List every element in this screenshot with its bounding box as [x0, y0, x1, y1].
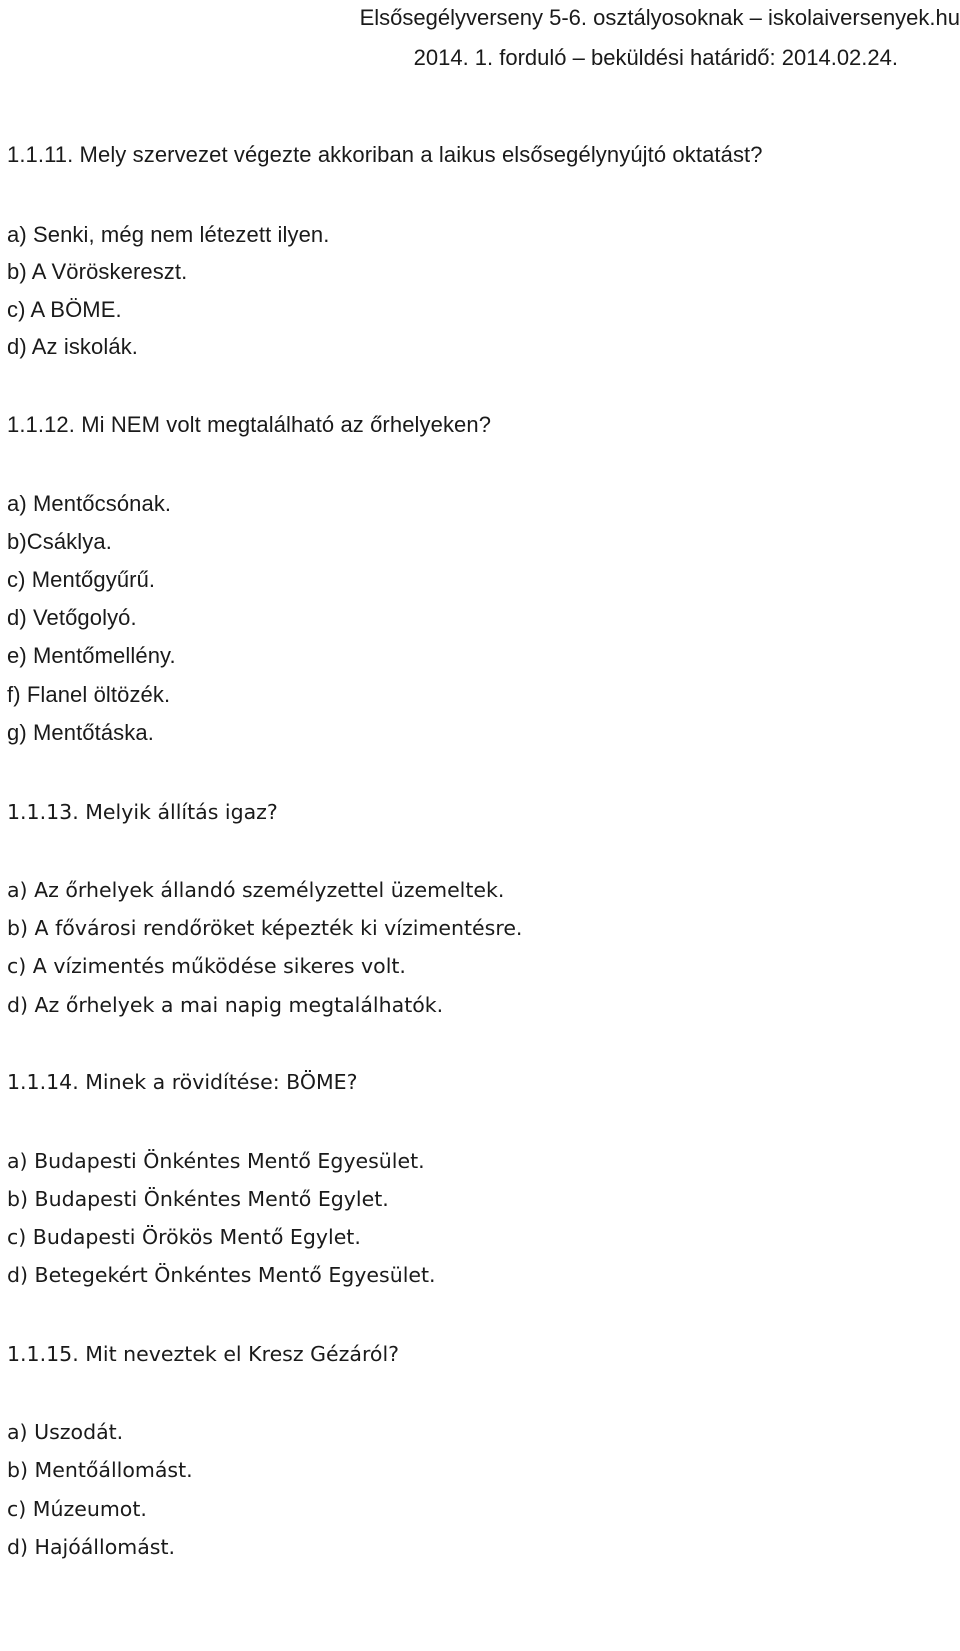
answer-option: b) A Vöröskereszt. [7, 259, 188, 284]
answer-option: c) Mentőgyűrű. [7, 567, 156, 592]
answer-option: a) Budapesti Önkéntes Mentő Egyesület. [7, 1149, 425, 1173]
question-title: 1.1.11. Mely szervezet végezte akkoriban a laikus elsősegélynyújtó oktatást? [7, 142, 763, 167]
answer-option: d) Betegekért Önkéntes Mentő Egyesület. [7, 1263, 436, 1287]
answer-option: a) Senki, még nem létezett ilyen. [7, 222, 330, 247]
answer-option: a) Uszodát. [7, 1420, 124, 1444]
answer-option: d) Az őrhelyek a mai napig megtalálhatók. [7, 993, 444, 1017]
answer-option: c) A vízimentés működése sikeres volt. [7, 954, 406, 978]
answer-option: f) Flanel öltözék. [7, 682, 171, 707]
question-title: 1.1.13. Melyik állítás igaz? [7, 800, 278, 824]
question-title: 1.1.12. Mi NEM volt megtalálható az őrhelyeken? [7, 412, 492, 437]
answer-option: c) Budapesti Örökös Mentő Egylet. [7, 1225, 361, 1249]
answer-option: b) Budapesti Önkéntes Mentő Egylet. [7, 1187, 389, 1211]
question-title: 1.1.14. Minek a rövidítése: BÖME? [7, 1070, 358, 1094]
answer-option: a) Mentőcsónak. [7, 491, 172, 516]
answer-option: g) Mentőtáska. [7, 720, 154, 745]
answer-option: d) Vetőgolyó. [7, 605, 137, 630]
header-title: Elsősegélyverseny 5-6. osztályosoknak – iskolaiversenyek.hu [359, 5, 960, 30]
answer-option: c) Múzeumot. [7, 1497, 147, 1521]
answer-option: d) Az iskolák. [7, 334, 139, 359]
answer-option: d) Hajóállomást. [7, 1535, 176, 1559]
header-deadline: 2014. 1. forduló – beküldési határidő: 2014.02.24. [413, 45, 898, 70]
question-title: 1.1.15. Mit neveztek el Kresz Gézáról? [7, 1342, 400, 1366]
answer-option: c) A BÖME. [7, 297, 122, 322]
answer-option: b) A fővárosi rendőröket képezték ki vízimentésre. [7, 916, 523, 940]
answer-option: e) Mentőmellény. [7, 643, 176, 668]
answer-option: a) Az őrhelyek állandó személyzettel üzemeltek. [7, 878, 505, 902]
answer-option: b)Csáklya. [7, 529, 112, 554]
answer-option: b) Mentőállomást. [7, 1458, 193, 1482]
